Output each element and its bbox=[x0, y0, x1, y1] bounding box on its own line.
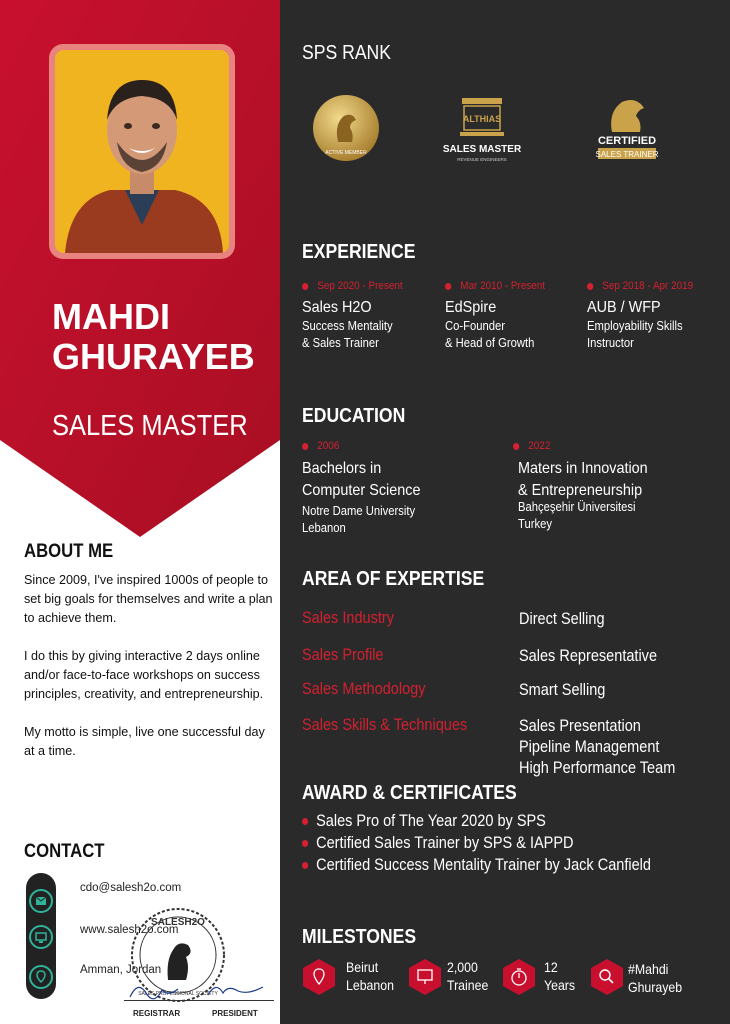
contact-location: Amman, Jordan bbox=[80, 964, 162, 976]
about-paragraph: I do this by giving interactive 2 days online and/or face-to-face workshops on success principles, creativity, and entrepreneurship. bbox=[24, 649, 264, 701]
expertise-value: Direct Selling bbox=[519, 610, 605, 628]
experience-heading: EXPERIENCE bbox=[302, 241, 416, 263]
monitor-icon bbox=[29, 925, 53, 949]
education-degree bbox=[302, 458, 420, 502]
school-line: Turkey bbox=[518, 517, 552, 531]
milestones-heading: MILESTONES bbox=[302, 926, 417, 948]
education-year: 2022 bbox=[513, 440, 550, 452]
location-pin-icon bbox=[302, 958, 336, 996]
contact-email[interactable]: cdo@salesh2o.com bbox=[80, 882, 182, 894]
milestone-line: Ghurayeb bbox=[628, 979, 683, 995]
person-title: SALES MASTER bbox=[52, 410, 248, 442]
signatures bbox=[128, 975, 268, 1003]
milestone-text bbox=[544, 958, 575, 994]
profile-photo bbox=[55, 50, 229, 253]
milestone-text bbox=[346, 958, 394, 994]
search-icon bbox=[590, 958, 624, 996]
profile-photo-frame bbox=[49, 44, 235, 259]
seal-text: SALESH2O bbox=[151, 917, 205, 928]
education-degree bbox=[518, 458, 648, 502]
milestone-line: Trainee bbox=[447, 977, 489, 993]
experience-role: Co-Founder bbox=[445, 319, 506, 333]
milestone-line: Lebanon bbox=[346, 977, 394, 993]
about-body bbox=[24, 571, 274, 780]
education-school bbox=[518, 499, 636, 533]
gold-medal-icon bbox=[312, 94, 380, 162]
experience-date: Sep 2020 - Present bbox=[302, 280, 403, 292]
expertise-value: Sales Representative bbox=[519, 647, 658, 665]
signature-line bbox=[124, 1000, 274, 1001]
left-column bbox=[0, 0, 280, 1024]
education-year: 2006 bbox=[302, 440, 339, 452]
school-line: Notre Dame University bbox=[302, 504, 416, 518]
building-logo-icon bbox=[438, 96, 526, 168]
about-paragraph: Since 2009, I've inspired 1000s of people to set big goals for themselves and write a plan to achieve them. bbox=[24, 573, 273, 625]
expertise-key: Sales Industry bbox=[302, 609, 395, 627]
seal-caption: SALES PROFESSIONAL SOCIETY bbox=[138, 991, 218, 997]
expertise-value: Smart Selling bbox=[519, 681, 606, 699]
contact-icon-bar bbox=[26, 873, 56, 999]
experience-role: Instructor bbox=[587, 336, 634, 350]
trainer-text: SALES TRAINER bbox=[595, 150, 659, 159]
sps-rank-heading: SPS RANK bbox=[302, 42, 392, 64]
medal-caption: ACTIVE MEMBER bbox=[325, 150, 367, 156]
person-name bbox=[52, 297, 255, 377]
expertise-key: Sales Methodology bbox=[302, 680, 426, 698]
experience-role: Employability Skills bbox=[587, 319, 683, 333]
email-icon bbox=[29, 889, 53, 913]
degree-line: Computer Science bbox=[302, 482, 421, 499]
expertise-value-line: High Performance Team bbox=[519, 759, 676, 777]
expertise-value-line: Pipeline Management bbox=[519, 738, 660, 756]
experience-org: Sales H2O bbox=[302, 299, 372, 316]
milestone-line: 12 bbox=[544, 959, 558, 975]
contact-website[interactable]: www.salesh2o.com bbox=[80, 924, 179, 936]
experience-org: EdSpire bbox=[445, 299, 497, 316]
milestone-line: #Mahdi bbox=[628, 961, 669, 977]
about-heading: ABOUT ME bbox=[24, 541, 114, 562]
logo-text: ALTHIAS bbox=[462, 114, 502, 124]
school-line: Lebanon bbox=[302, 521, 346, 535]
experience-date: Sep 2018 - Apr 2019 bbox=[587, 280, 693, 292]
awards-heading: AWARD & CERTIFICATES bbox=[302, 782, 517, 804]
presentation-icon bbox=[408, 958, 442, 996]
school-line: Bahçeşehir Üniversitesi bbox=[518, 500, 636, 514]
expertise-key: Sales Skills & Techniques bbox=[302, 716, 468, 734]
president-label: PRESIDENT bbox=[212, 1009, 258, 1018]
milestone-text bbox=[628, 960, 682, 996]
expertise-key: Sales Profile bbox=[302, 646, 384, 664]
expertise-value-line: Sales Presentation bbox=[519, 717, 641, 735]
contact-heading: CONTACT bbox=[24, 841, 105, 862]
right-column bbox=[280, 0, 730, 1024]
experience-date: Mar 2010 - Present bbox=[445, 280, 545, 292]
first-name: MAHDI bbox=[52, 296, 170, 337]
last-name: GHURAYEB bbox=[52, 336, 255, 377]
education-heading: EDUCATION bbox=[302, 405, 406, 427]
experience-role: Success Mentality bbox=[302, 319, 393, 333]
experience-role: & Head of Growth bbox=[445, 336, 535, 350]
certified-text: CERTIFIED bbox=[597, 135, 657, 147]
degree-line: & Entrepreneurship bbox=[518, 482, 643, 499]
stopwatch-icon bbox=[502, 958, 536, 996]
experience-org: AUB / WFP bbox=[587, 299, 661, 316]
award-item: Certified Success Mentality Trainer by Jack Canfield bbox=[302, 856, 651, 875]
knight-horse-icon bbox=[592, 92, 662, 164]
degree-line: Bachelors in bbox=[302, 460, 382, 477]
badge-caption: SALES MASTER bbox=[442, 144, 522, 155]
expertise-value bbox=[519, 716, 675, 779]
milestone-text bbox=[447, 958, 488, 994]
award-item: Certified Sales Trainer by SPS & IAPPD bbox=[302, 834, 574, 853]
milestone-line: Beirut bbox=[346, 959, 379, 975]
milestone-line: Years bbox=[544, 977, 576, 993]
award-item: Sales Pro of The Year 2020 by SPS bbox=[302, 812, 546, 831]
milestone-line: 2,000 bbox=[447, 959, 478, 975]
expertise-heading: AREA OF EXPERTISE bbox=[302, 568, 485, 590]
badge-sub: REVENUE ENGINEERS bbox=[457, 157, 507, 162]
about-paragraph: My motto is simple, live one successful day at a time. bbox=[24, 725, 265, 758]
education-school bbox=[302, 503, 415, 537]
registrar-label: REGISTRAR bbox=[133, 1009, 181, 1018]
location-pin-icon bbox=[29, 965, 53, 989]
degree-line: Maters in Innovation bbox=[518, 460, 648, 477]
experience-role: & Sales Trainer bbox=[302, 336, 379, 350]
